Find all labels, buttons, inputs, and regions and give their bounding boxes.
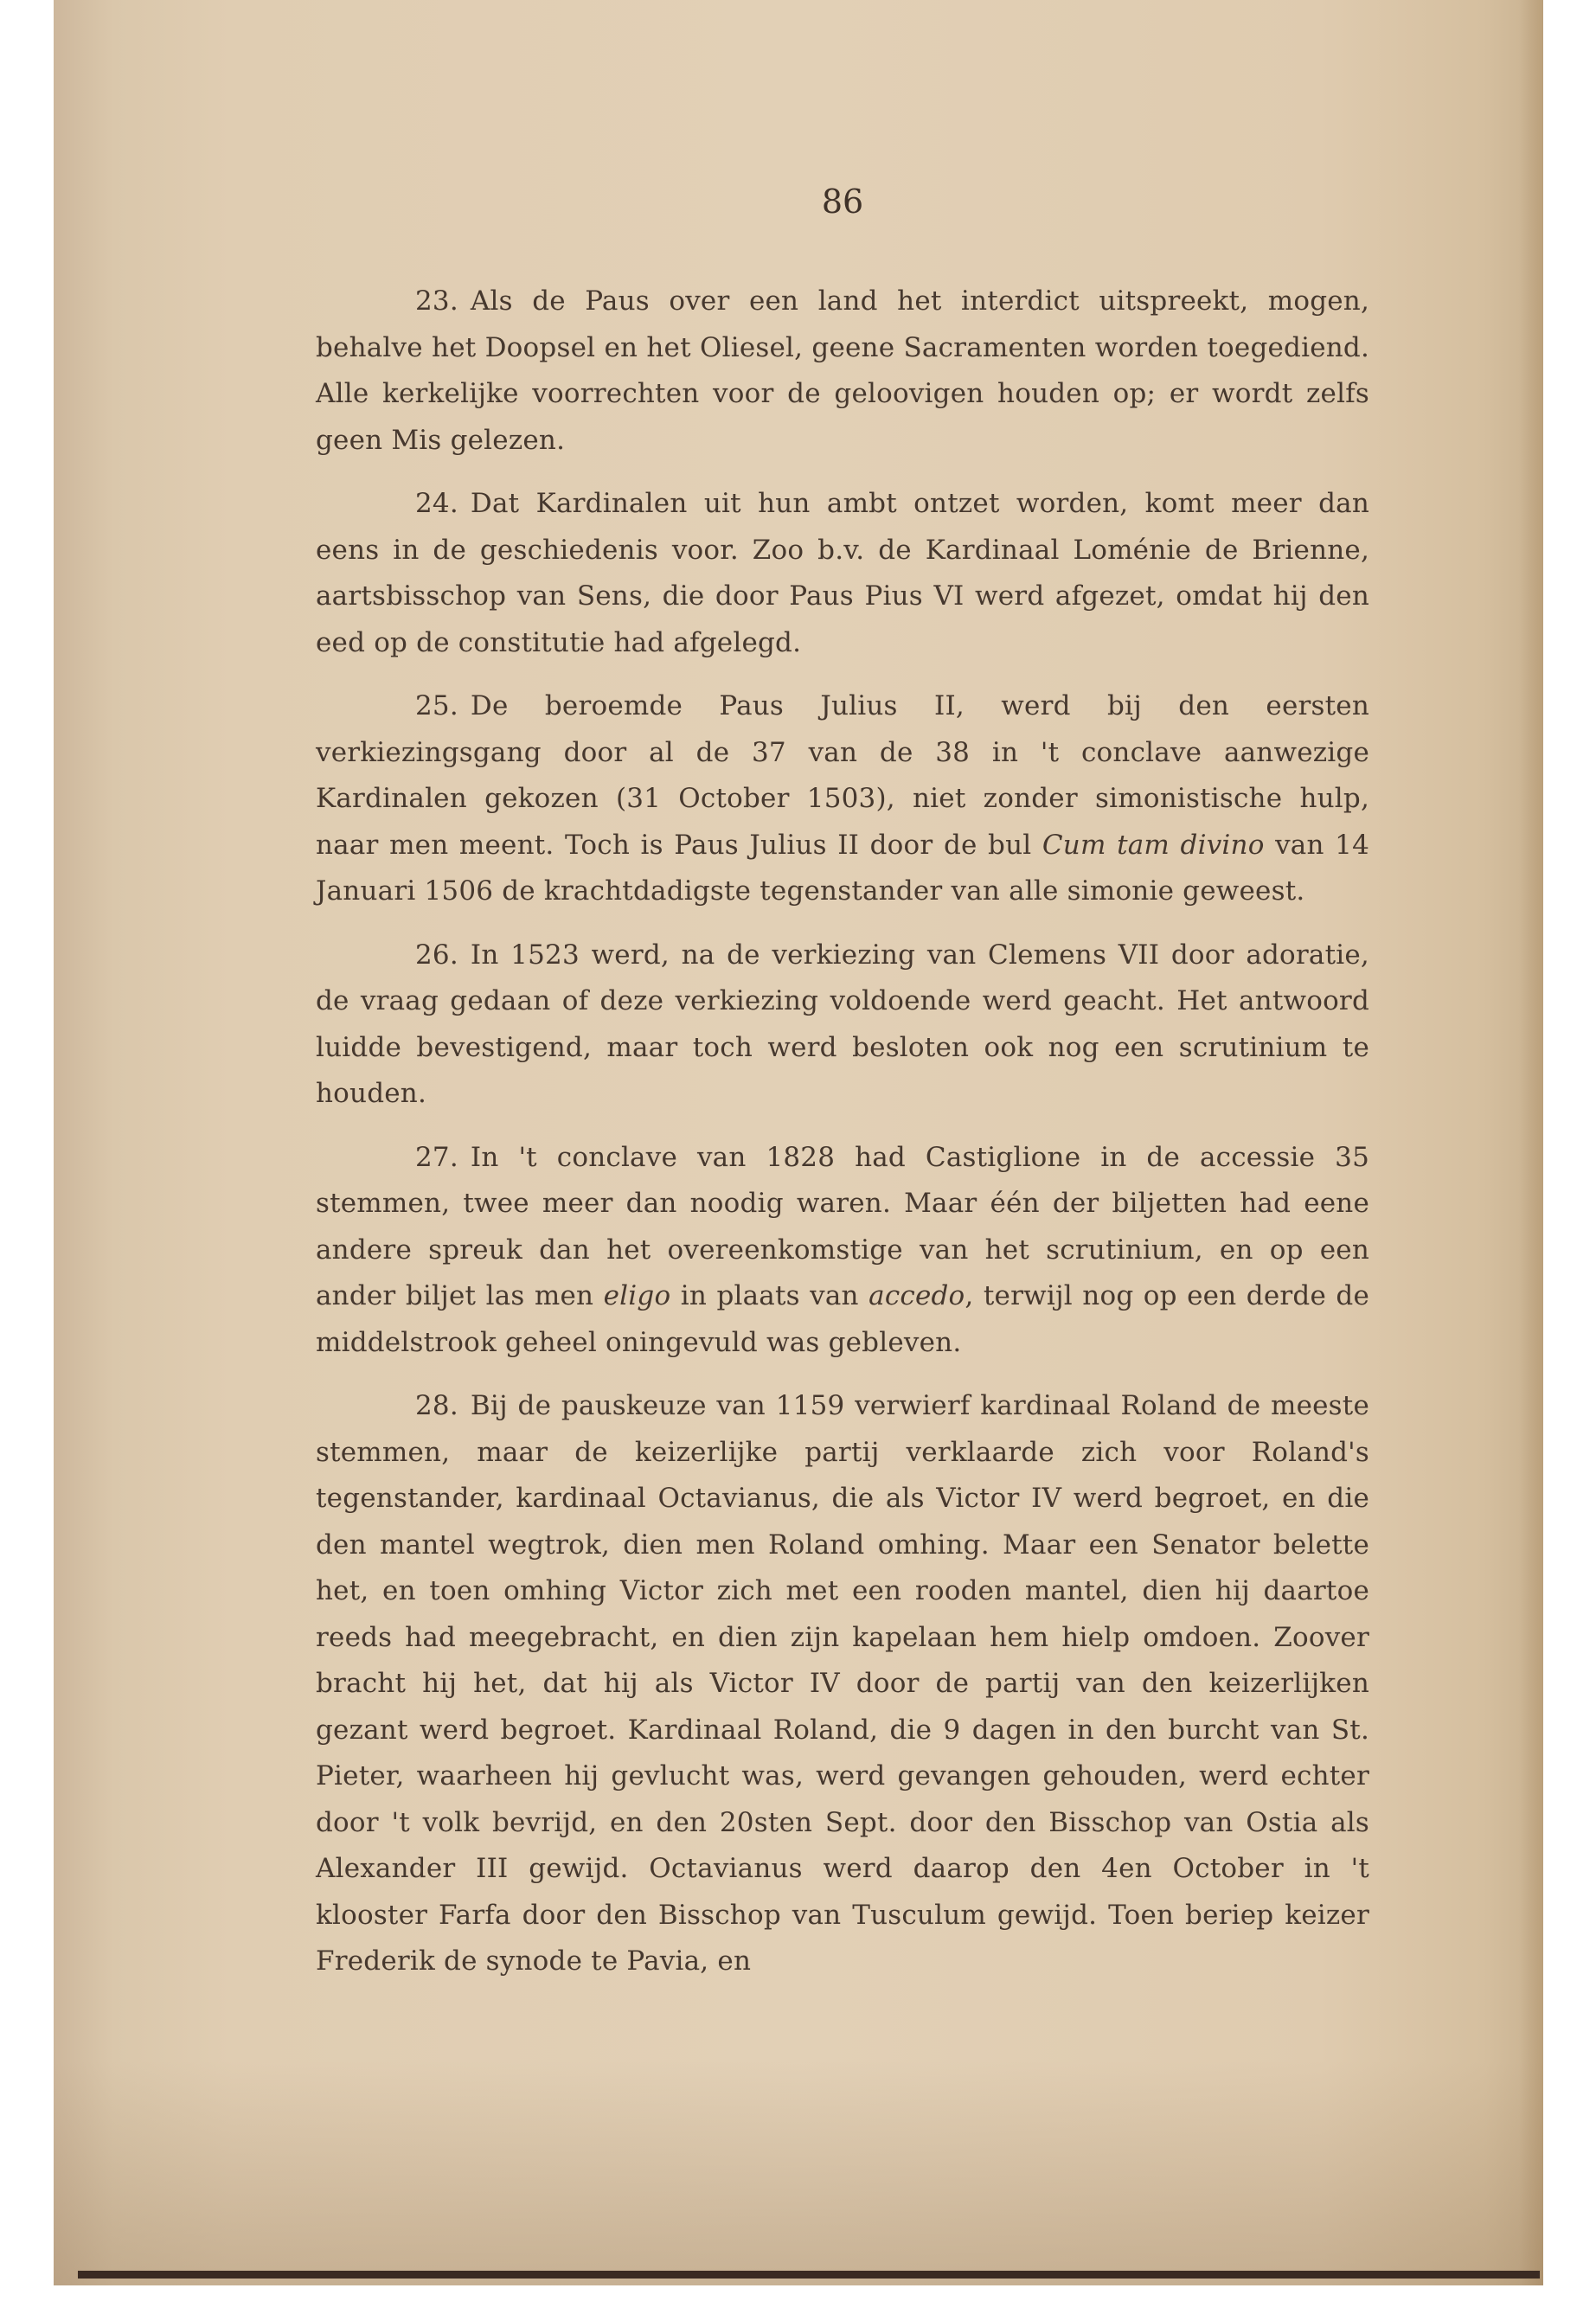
paragraph-26 — [316, 933, 1369, 1118]
italic-bull-title: Cum tam divino — [1042, 829, 1265, 861]
paragraph-24 — [316, 481, 1369, 666]
paragraph-number: 26. — [415, 939, 458, 971]
italic-word-eligo: eligo — [603, 1280, 671, 1311]
paragraph-text: van 14 Januari 1506 de krachtdadigste tegenstander van alle simonie geweest. — [316, 829, 1370, 907]
paragraph-28 — [316, 1383, 1369, 1985]
paragraph-text: In 't conclave van 1828 had Castiglione in de accessie 35 stemmen, twee meer dan noodig waren. Maar één der biljetten had eene andere spreuk dan het overeenkomstige van het scrutinium, en op een ander biljet las men — [316, 1141, 1369, 1311]
paragraph-27 — [316, 1135, 1369, 1367]
paragraph-number: 25. — [415, 690, 458, 721]
paragraph-text: in plaats van — [670, 1280, 869, 1311]
page-number: 86 — [821, 183, 864, 221]
paragraph-23 — [316, 279, 1369, 464]
paragraph-number: 28. — [415, 1390, 458, 1421]
paragraph-25 — [316, 683, 1369, 915]
paragraph-number: 24. — [415, 488, 458, 519]
paragraph-list — [316, 279, 1369, 2003]
italic-word-accedo: accedo — [869, 1280, 965, 1311]
paragraph-text: Bij de pauskeuze van 1159 verwierf kardinaal Roland de meeste stemmen, maar de keizerlijke partij verklaarde zich voor Roland's tegenstander, kardinaal Octavianus, die als Victor IV werd begroet, en die den mantel wegtrok, dien men Roland omhing. Maar een Senator belette het, en toen omhing Victor zich met een rooden mantel, dien hij daartoe reeds had meegebracht, en dien zijn kapelaan hem hielp omdoen. Zoover bracht hij het, dat hij als Victor IV door de partij van den keizerlijken gezant werd begroet. Kardinaal Roland, die 9 dagen in den burcht van St. Pieter, waarheen hij gevlucht was, werd gevangen gehouden, werd echter door 't volk bevrijd, en den 20sten Sept. door den Bisschop van Ostia als Alexander III gewijd. Octavianus werd daarop den 4en October in 't klooster Farfa door den Bisschop van Tusculum gewijd. Toen beriep keizer Frederik de synode te Pavia, en — [316, 1390, 1369, 1977]
paragraph-text: De beroemde Paus Julius II, werd bij den eersten verkiezingsgang door al de 37 van de 38 in 't conclave aanwezige Kardinalen gekozen (31 October 1503), niet zonder simonistische hulp, naar men meent. Toch is Paus Julius II door de bul — [316, 690, 1369, 861]
bottom-border-line — [78, 2271, 1540, 2279]
paper-edge-shadow — [1519, 0, 1543, 2285]
paragraph-text: In 1523 werd, na de verkiezing van Clemens VII door adoratie, de vraag gedaan of deze verkiezing voldoende werd geacht. Het antwoord luidde bevestigend, maar toch werd besloten ook nog een scrutinium te houden. — [316, 939, 1369, 1109]
paragraph-number: 27. — [415, 1141, 458, 1173]
paper-bottom-shadow — [54, 2061, 1543, 2285]
paragraph-text: Als de Paus over een land het interdict uitspreekt, mogen, behalve het Doopsel en het Oliesel, geene Sacramenten worden toegediend. Alle kerkelijke voorrechten voor de geloovigen houden op; er wordt zelfs geen Mis gelezen. — [316, 285, 1369, 456]
paragraph-number: 23. — [415, 285, 458, 317]
paragraph-text: Dat Kardinalen uit hun ambt ontzet worden, komt meer dan eens in de geschiedenis voor. Zoo b.v. de Kardinaal Loménie de Brienne, aartsbisschop van Sens, die door Paus Pius VI werd afgezet, omdat hij den eed op de constitutie had afgelegd. — [316, 488, 1369, 658]
paragraph-text: , terwijl nog op een derde de middelstrook geheel oningevuld was gebleven. — [316, 1280, 1369, 1358]
